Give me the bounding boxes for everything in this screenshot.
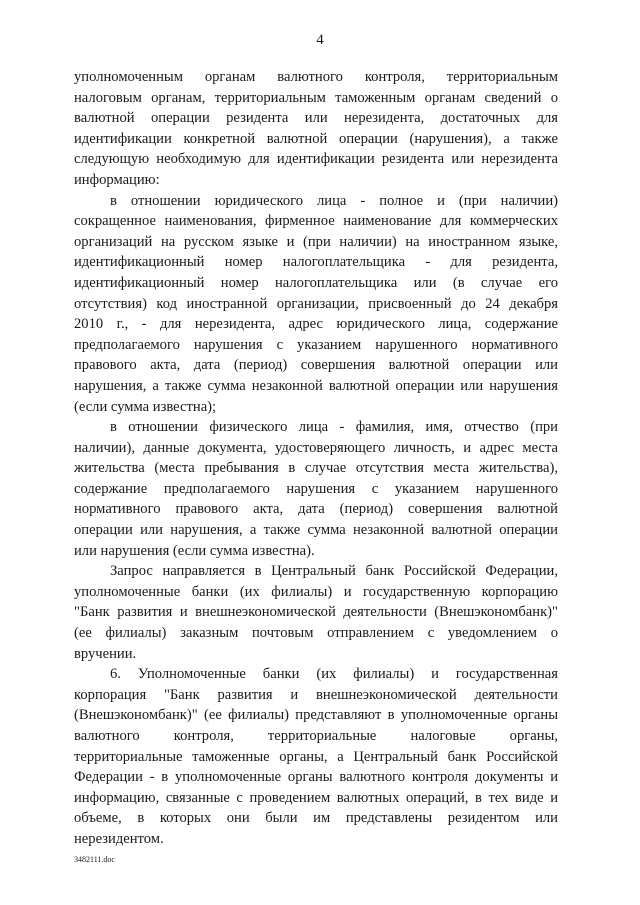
text-line: вручении. bbox=[74, 645, 137, 662]
text-line: нарушения, а также сумма незаконной валютной операции или нарушения bbox=[74, 377, 558, 394]
text-line: правового акта, дата (период) совершения валютной операции или bbox=[74, 357, 558, 374]
document-footer-code: 3482111.doc bbox=[74, 855, 115, 864]
text-line: корпорация "Банк развития и внешнеэкономической деятельности bbox=[74, 686, 558, 703]
text-line: объеме, в которых они были им представлены резидентом или bbox=[74, 810, 558, 827]
document-body bbox=[74, 67, 558, 850]
text-line: уполномоченным органам валютного контроля, территориальным bbox=[74, 69, 558, 85]
text-line: информацию, связанные с проведением валютных операций, в тех виде и bbox=[74, 789, 558, 806]
text-line: в отношении физического лица - фамилия, имя, отчество (при bbox=[110, 419, 558, 436]
text-line: жительства (места пребывания в случае отсутствия места жительства), bbox=[74, 460, 558, 477]
text-line: следующую необходимую для идентификации резидента или нерезидента bbox=[74, 151, 558, 168]
text-line: валютной операции резидента или нерезидента, достаточных для bbox=[74, 110, 558, 127]
text-line: содержание предполагаемого нарушения с указанием нарушенного bbox=[74, 480, 558, 497]
text-line: Федерации - в уполномоченные органы валютного контроля документы и bbox=[74, 769, 558, 786]
text-line: (если сумма известна); bbox=[74, 398, 217, 415]
text-line: наличии), данные документа, удостоверяющего личность, и адрес места bbox=[74, 439, 558, 456]
text-line: (Внешэкономбанк)" (ее филиалы) представляют в уполномоченные органы bbox=[74, 707, 558, 724]
page-number: 4 bbox=[316, 32, 324, 48]
text-line: (ее филиалы) заказным почтовым отправлением с уведомлением о bbox=[74, 625, 558, 642]
text-line: предполагаемого нарушения с указанием нарушенного нормативного bbox=[74, 336, 558, 353]
text-line: операции или нарушения, а также сумма незаконной валютной операции bbox=[74, 522, 558, 539]
text-line: или нарушения (если сумма известна). bbox=[74, 542, 315, 559]
text-line: нерезидентом. bbox=[74, 830, 164, 847]
text-line: "Банк развития и внешнеэкономической деятельности (Внешэкономбанк)" bbox=[74, 604, 558, 621]
text-line: 6. Уполномоченные банки (их филиалы) и государственная bbox=[110, 666, 558, 683]
text-line: Запрос направляется в Центральный банк Российской Федерации, bbox=[110, 563, 558, 580]
text-line: в отношении юридического лица - полное и (при наличии) bbox=[110, 192, 558, 209]
text-line: идентификационный номер налогоплательщика или (в случае его bbox=[74, 274, 558, 291]
text-line: налоговым органам, территориальным таможенным органам сведений о bbox=[74, 89, 558, 106]
text-line: нормативного правового акта, дата (период) совершения валютной bbox=[74, 501, 558, 518]
text-line: организаций на русском языке и (при наличии) на иностранном языке, bbox=[74, 233, 558, 250]
text-line: уполномоченные банки (их филиалы) и государственную корпорацию bbox=[74, 583, 558, 600]
text-line: территориальные таможенные органы, а Центральный банк Российской bbox=[74, 748, 558, 765]
text-line: 2010 г., - для нерезидента, адрес юридического лица, содержание bbox=[74, 316, 558, 333]
text-line: отсутствия) код иностранной организации, присвоенный до 24 декабря bbox=[74, 295, 558, 312]
text-line: сокращенное наименования, фирменное наименование для коммерческих bbox=[74, 213, 558, 230]
text-line: идентификационный номер налогоплательщика - для резидента, bbox=[74, 254, 558, 271]
text-line: валютного контроля, территориальные налоговые органы, bbox=[74, 728, 558, 744]
text-line: информацию: bbox=[74, 171, 160, 188]
text-line: идентификации конкретной валютной операции (нарушения), а также bbox=[74, 130, 558, 147]
